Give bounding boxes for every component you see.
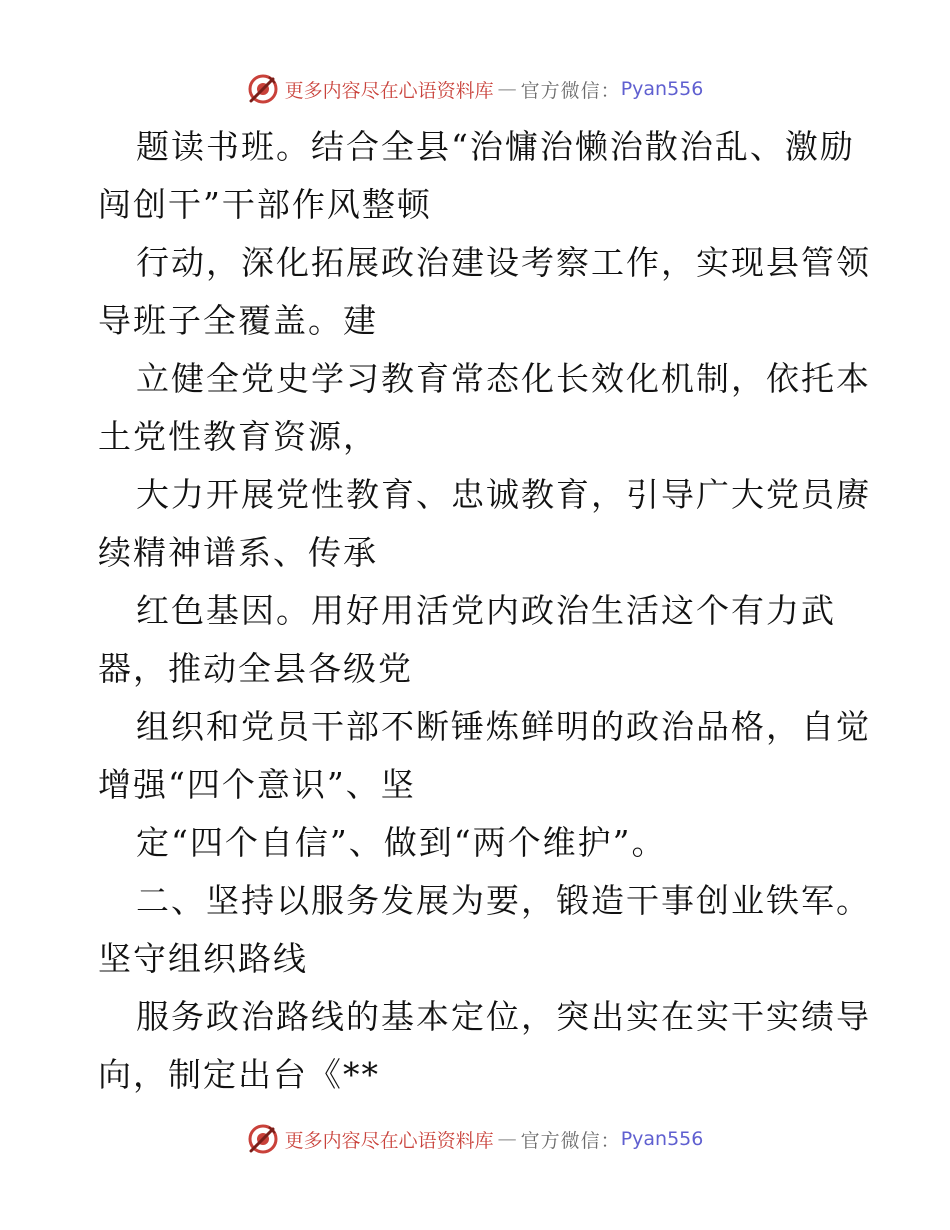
text-line: 题读书班。结合全县“治慵治懒治散治乱、激励 [136,127,855,166]
watermark-red-text: 更多内容尽在心语资料库 [284,1129,494,1152]
text-line: 定“四个自信”、做到“两个维护”。 [136,823,667,862]
text-line: 增强“四个意识”、坚 [98,765,416,804]
text-line: 行动，深化拓展政治建设考察工作，实现县管领 [136,243,871,282]
watermark-dash: — [497,1128,517,1150]
text-line: 续精神谱系、传承 [98,533,378,572]
text-line: 服务政治路线的基本定位，突出实在实干实绩导 [136,997,871,1036]
document-body [98,118,871,1104]
text-line: 器，推动全县各级党 [98,649,413,688]
text-line: 闯创干”干部作风整顿 [98,185,432,224]
pen-logo-icon [247,1123,279,1155]
text-line: 土党性教育资源， [98,417,378,456]
watermark-footer [0,1122,950,1156]
text-line: 导班子全覆盖。建 [98,301,378,340]
text-line: 立健全党史学习教育常态化长效化机制，依托本 [136,359,871,398]
watermark-grey-text: 官方微信： [520,1129,621,1152]
watermark-header [0,72,950,106]
watermark-grey-text: 官方微信： [520,79,621,102]
text-line: 坚守组织路线 [98,939,308,978]
watermark-dash: — [497,78,517,100]
text-line: 向，制定出台《** [98,1055,380,1094]
watermark-id-text: Pyan556 [620,78,704,100]
text-line: 红色基因。用好用活党内政治生活这个有力武 [136,591,836,630]
text-line: 组织和党员干部不断锤炼鲜明的政治品格，自觉 [136,707,871,746]
pen-logo-icon [247,73,279,105]
section-heading-line: 二、坚持以服务发展为要，锻造干事创业铁军。 [136,881,871,920]
watermark-red-text: 更多内容尽在心语资料库 [284,79,494,102]
watermark-id-text: Pyan556 [620,1128,704,1150]
text-line: 大力开展党性教育、忠诚教育，引导广大党员赓 [136,475,871,514]
